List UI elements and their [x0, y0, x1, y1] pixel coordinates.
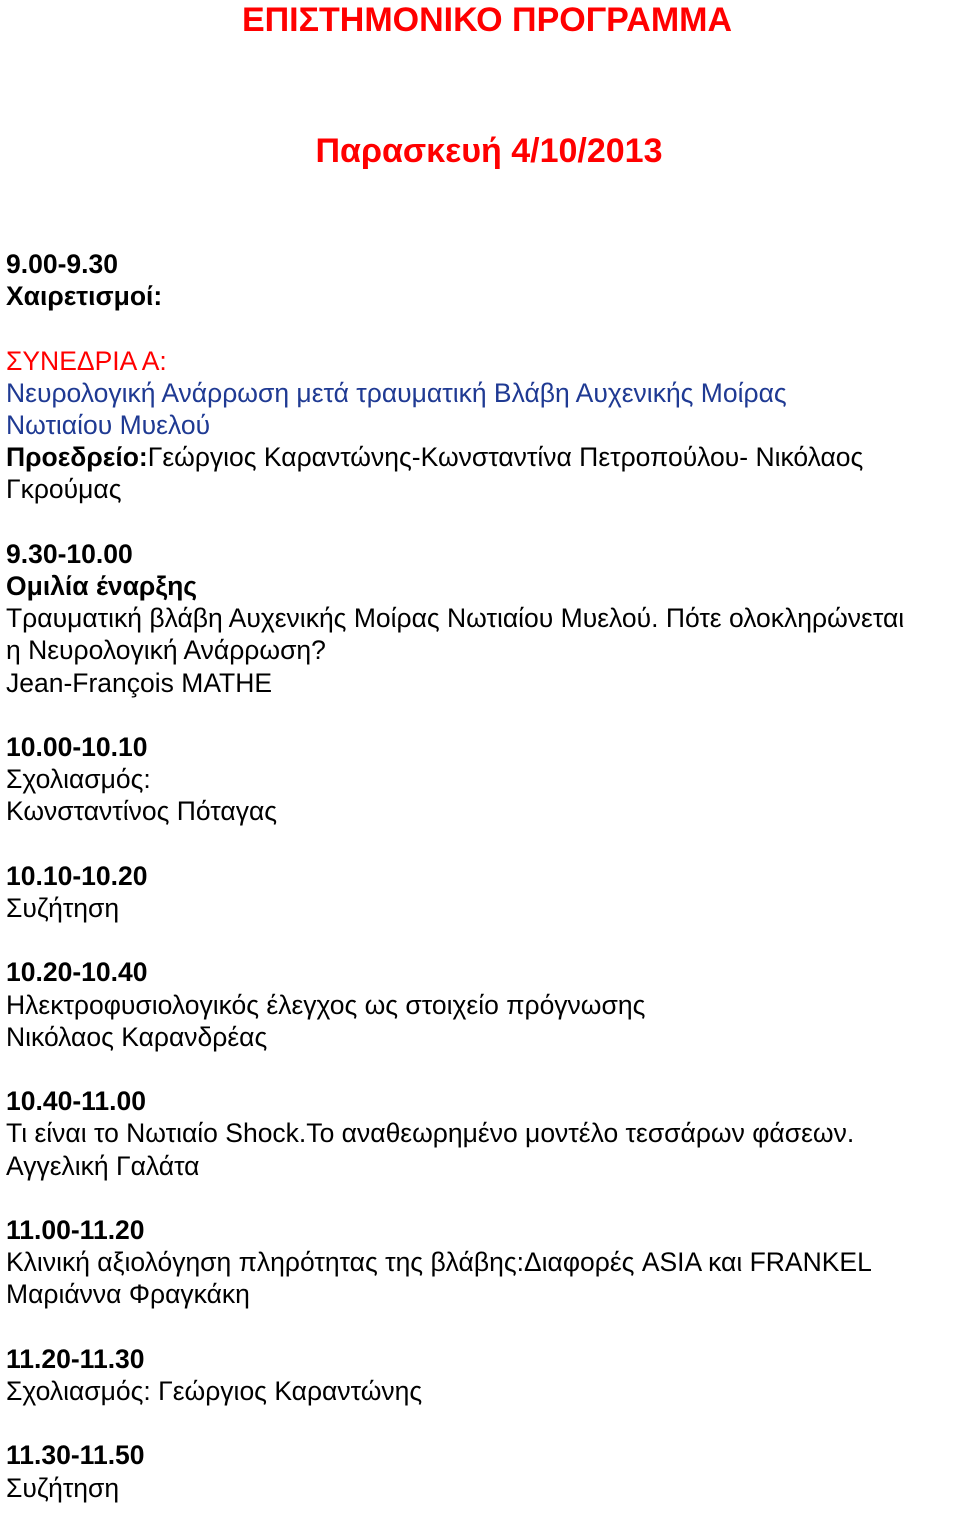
schedule-line: Τι είναι το Νωτιαίο Shock.Το αναθεωρημένο μοντέλο τεσσάρων φάσεων.	[6, 1118, 855, 1149]
schedule-speaker: Μαριάννα Φραγκάκη	[6, 1279, 250, 1310]
schedule-line: Τραυματική βλάβη Αυχενικής Μοίρας Νωτιαίου Μυελού. Πότε ολοκληρώνεται	[6, 603, 905, 634]
schedule-time: 10.40-11.00	[6, 1086, 146, 1117]
schedule-time: 10.10-10.20	[6, 860, 148, 891]
schedule-time: 9.30-10.00	[6, 538, 133, 569]
schedule-line: Ηλεκτροφυσιολογικός έλεγχος ως στοιχείο πρόγνωσης	[6, 989, 646, 1020]
program-content	[6, 248, 956, 1504]
schedule-line: Σχολιασμός: Γεώργιος Καραντώνης	[6, 1375, 423, 1406]
schedule-time: 11.00-11.20	[6, 1214, 145, 1245]
schedule-line: Σχολιασμός:	[6, 764, 151, 795]
schedule-speaker: Νικόλαος Καρανδρέας	[6, 1021, 268, 1052]
schedule-speaker: Αγγελική Γαλάτα	[6, 1150, 200, 1181]
spacer	[6, 1053, 956, 1085]
schedule-item-4	[6, 956, 956, 1053]
spacer	[6, 1407, 956, 1439]
schedule-item-3	[6, 860, 956, 924]
spacer	[6, 312, 956, 344]
schedule-item-6	[6, 1214, 956, 1311]
schedule-item-5	[6, 1085, 956, 1182]
session-chairs-label: Προεδρείο:	[6, 442, 148, 473]
schedule-time: 11.20-11.30	[6, 1343, 145, 1374]
schedule-time: 11.30-11.50	[6, 1440, 145, 1471]
program-title: ΕΠΙΣΤΗΜΟΝΙΚΟ ΠΡΟΓΡΑΜΜΑ	[241, 1, 733, 39]
spacer	[6, 828, 956, 860]
schedule-line: Συζήτηση	[6, 893, 120, 923]
schedule-item-8	[6, 1439, 956, 1503]
schedule-heading: Ομιλία έναρξης	[6, 571, 198, 601]
schedule-time: 10.00-10.10	[6, 732, 148, 762]
schedule-speaker: Κωνσταντίνος Πόταγας	[6, 796, 278, 827]
spacer	[6, 1182, 956, 1214]
schedule-line: Συζήτηση	[6, 1472, 120, 1503]
program-date: Παρασκευή 4/10/2013	[315, 132, 663, 170]
session-chairs-names: Γεώργιος Καραντώνης-Κωνσταντίνα Πετροπούλου- Νικόλαος	[147, 442, 864, 473]
session-title-line-2: Νωτιαίου Μυελού	[6, 410, 211, 440]
session-title-line-1: Νευρολογική Ανάρρωση μετά τραυματική Βλάβη Αυχενικής Μοίρας	[6, 377, 787, 408]
schedule-item-7	[6, 1343, 956, 1407]
spacer	[6, 1311, 956, 1343]
schedule-item-2	[6, 731, 956, 828]
schedule-time: 10.20-10.40	[6, 957, 148, 988]
welcome-time: 9.00-9.30	[6, 249, 118, 279]
session-chairs-line-1	[6, 441, 956, 473]
spacer	[6, 924, 956, 956]
session-name: ΣΥΝΕΔΡΙΑ Α:	[6, 345, 167, 376]
schedule-line: η Νευρολογική Ανάρρωση?	[6, 635, 326, 666]
schedule-speaker: Jean-François MATHE	[6, 667, 273, 698]
schedule-line: Κλινική αξιολόγηση πληρότητας της βλάβης:Διαφορές ASIA και FRANKEL	[6, 1247, 872, 1278]
spacer	[6, 699, 956, 731]
spacer	[6, 506, 956, 538]
schedule-item-1	[6, 538, 956, 699]
session-chairs-line-2: Γκρούμας	[6, 474, 122, 505]
welcome-label: Χαιρετισμοί:	[6, 281, 163, 312]
